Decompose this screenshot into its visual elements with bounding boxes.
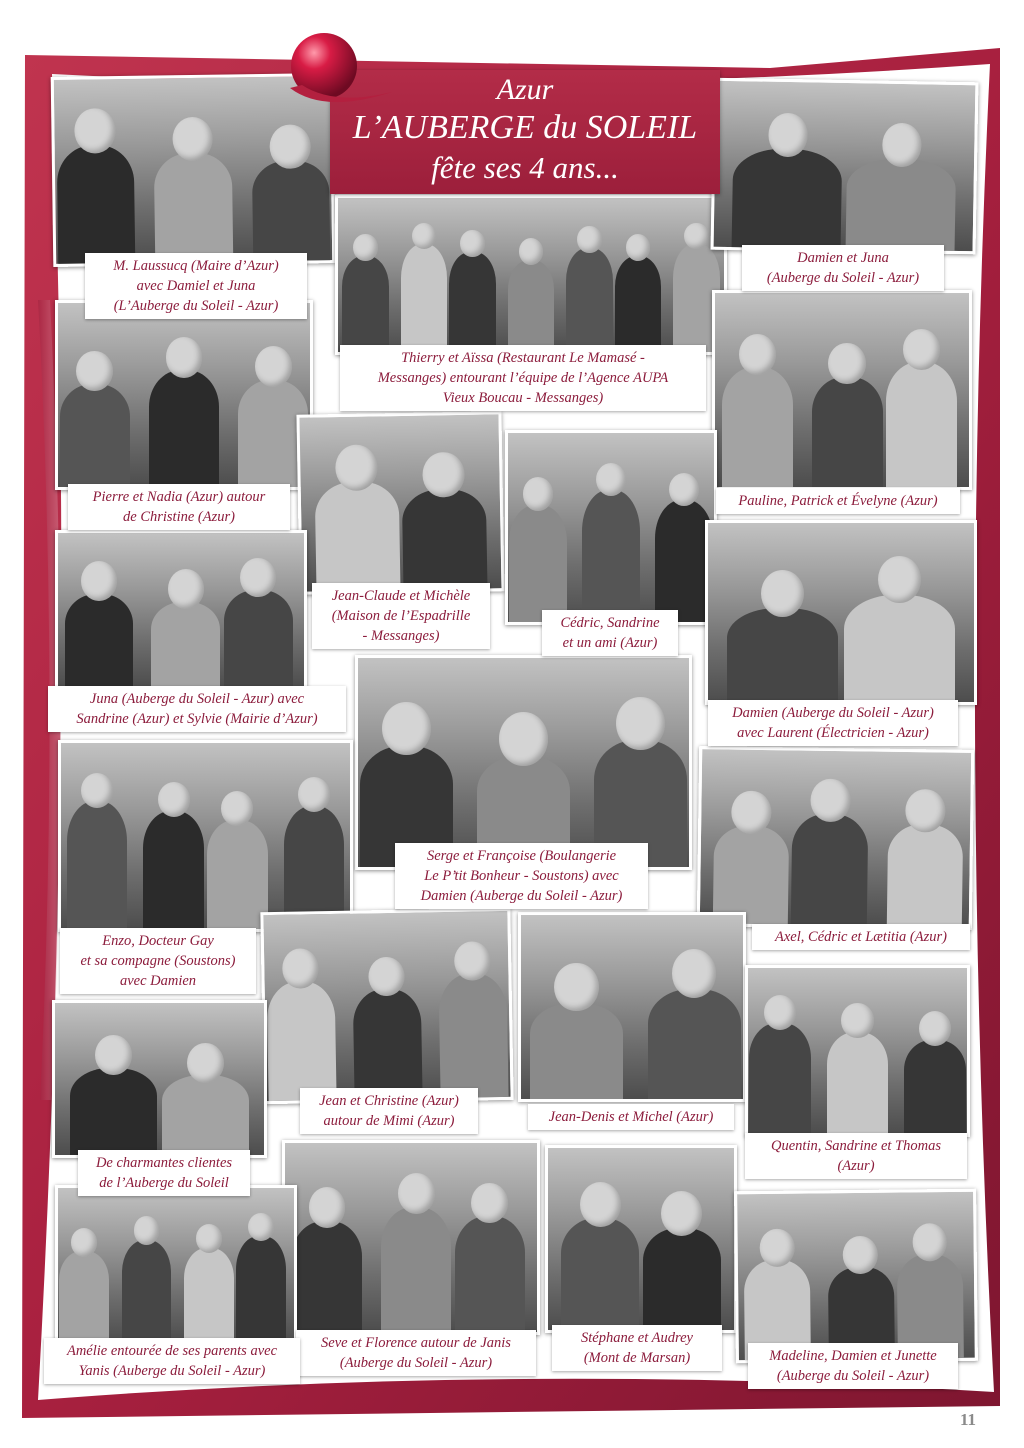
caption-line: Juna (Auberge du Soleil - Azur) avec — [89, 691, 305, 707]
caption-line: (Mont de Marsan) — [583, 1350, 691, 1366]
caption-line: Messanges) entourant l’équipe de l’Agence AUPA — [377, 370, 669, 386]
person-silhouette-body — [315, 481, 401, 594]
caption-line: Cédric, Sandrine — [560, 615, 660, 631]
person-silhouette-body — [791, 814, 868, 930]
person-silhouette-body — [184, 1248, 234, 1345]
caption-line: M. Laussucq (Maire d’Azur) — [113, 258, 279, 274]
photo-enzo-docteur-gay — [58, 740, 353, 932]
caption-line: Yanis (Auberge du Soleil - Azur) — [78, 1363, 266, 1379]
photo-caption — [745, 1133, 967, 1179]
person-silhouette-body — [402, 489, 487, 595]
person-silhouette-head — [255, 346, 292, 387]
person-silhouette-head — [878, 556, 921, 603]
caption-line: - Messanges) — [362, 628, 440, 644]
person-silhouette-body — [846, 158, 956, 254]
caption-line: (L’Auberge du Soleil - Azur) — [113, 298, 279, 314]
photo-pauline-patrick-evelyne — [712, 290, 972, 490]
caption-line: avec Damiel et Juna — [136, 278, 256, 294]
photo-caption — [60, 928, 256, 994]
person-silhouette-head — [616, 697, 665, 750]
person-silhouette-head — [460, 230, 484, 257]
person-silhouette-head — [577, 226, 601, 253]
person-silhouette-head — [187, 1043, 223, 1083]
photo-caption — [708, 700, 958, 746]
person-silhouette-head — [168, 569, 204, 609]
person-silhouette-body — [207, 820, 268, 932]
photo-caption — [48, 686, 346, 732]
person-silhouette-body — [236, 1236, 286, 1345]
title-line-anniversary: fête ses 4 ans... — [431, 150, 619, 185]
photo-caption — [542, 610, 678, 656]
person-silhouette-head — [768, 112, 809, 157]
photo-caption — [312, 583, 490, 649]
person-silhouette-body — [827, 1032, 888, 1137]
person-silhouette-body — [154, 153, 233, 267]
person-silhouette-body — [655, 500, 713, 625]
person-silhouette-head — [81, 773, 113, 808]
person-silhouette-body — [643, 1228, 721, 1333]
caption-line: Damien (Auberge du Soleil - Azur) — [420, 888, 623, 904]
caption-line: Le P’tit Bonheur - Soustons) avec — [424, 868, 619, 884]
person-silhouette-body — [530, 1003, 623, 1102]
photo-quentin-sandrine-thomas — [745, 965, 970, 1137]
person-silhouette-head — [519, 238, 543, 265]
photo-pierre-nadia-christine — [55, 300, 313, 490]
caption-line: et sa compagne (Soustons) — [80, 953, 236, 969]
person-silhouette-body — [59, 1251, 109, 1345]
person-silhouette-head — [626, 234, 650, 261]
caption-line: Stéphane et Audrey — [581, 1330, 693, 1346]
caption-line: Jean-Denis et Michel (Azur) — [548, 1109, 714, 1125]
photo-caption — [395, 843, 648, 909]
person-silhouette-head — [398, 1173, 435, 1214]
caption-line: Enzo, Docteur Gay — [102, 933, 214, 949]
person-silhouette-body — [582, 490, 640, 625]
photo-seve-florence-janis — [282, 1140, 540, 1335]
photo-serge-francoise-damien — [355, 655, 692, 870]
title-line-azur: Azur — [496, 73, 554, 106]
caption-line: (Auberge du Soleil - Azur) — [776, 1368, 930, 1384]
person-silhouette-head — [71, 1228, 97, 1257]
person-silhouette-head — [554, 963, 598, 1012]
photo-axel-cedric-laetitia — [697, 746, 974, 930]
caption-line: Pauline, Patrick et Évelyne (Azur) — [738, 493, 938, 509]
person-silhouette-head — [739, 334, 776, 375]
person-silhouette-head — [248, 1213, 274, 1242]
person-silhouette-head — [368, 956, 404, 996]
person-silhouette-body — [566, 248, 612, 355]
person-silhouette-head — [298, 777, 330, 812]
caption-line: Damien et Juna — [797, 250, 889, 266]
person-silhouette-head — [282, 949, 318, 989]
photo-charmantes-clientes — [52, 1000, 267, 1158]
person-silhouette-body — [381, 1207, 452, 1336]
caption-line: (Maison de l’Espadrille — [331, 608, 471, 624]
photo-damien-laurent — [705, 520, 977, 705]
person-silhouette-body — [904, 1040, 965, 1137]
photo-caption — [742, 245, 944, 291]
photo-jean-claude-michele — [296, 411, 504, 595]
caption-line: Thierry et Aïssa (Restaurant Le Mamasé - — [401, 350, 645, 366]
caption-line: De charmantes clientes — [95, 1155, 233, 1171]
person-silhouette-body — [732, 148, 843, 255]
photo-thierry-aissa-aupa — [335, 195, 727, 355]
caption-line: Jean-Claude et Michèle — [331, 588, 471, 604]
person-silhouette-body — [65, 594, 134, 690]
caption-line: avec Damien — [119, 973, 197, 989]
person-silhouette-head — [761, 570, 804, 617]
title-line-auberge: L’AUBERGE du SOLEIL — [352, 109, 698, 146]
photo-amelie-yanis — [55, 1185, 297, 1345]
person-silhouette-head — [158, 782, 190, 817]
caption-line: Vieux Boucau - Messanges) — [442, 390, 604, 406]
person-silhouette-body — [886, 362, 957, 490]
caption-line: Seve et Florence autour de Janis — [321, 1335, 511, 1351]
person-silhouette-body — [224, 590, 293, 690]
person-silhouette-head — [353, 234, 377, 261]
person-silhouette-body — [812, 377, 883, 490]
person-silhouette-head — [196, 1224, 222, 1253]
person-silhouette-body — [648, 989, 741, 1102]
photo-caption — [716, 488, 960, 514]
red-sphere-logo — [284, 30, 396, 114]
caption-line: (Auberge du Soleil - Azur) — [339, 1355, 493, 1371]
photo-caption — [748, 1343, 958, 1389]
person-silhouette-head — [841, 1003, 873, 1038]
person-silhouette-head — [74, 109, 115, 154]
person-silhouette-body — [67, 801, 128, 932]
caption-line: Amélie entourée de ses parents avec — [66, 1343, 278, 1359]
person-silhouette-body — [151, 602, 220, 690]
person-silhouette-body — [143, 811, 204, 932]
person-silhouette-head — [760, 1229, 795, 1267]
person-silhouette-body — [844, 595, 956, 705]
person-silhouette-head — [903, 329, 940, 370]
page-number: 11 — [960, 1410, 977, 1429]
person-silhouette-body — [449, 252, 495, 355]
person-silhouette-head — [166, 337, 203, 378]
person-silhouette-body — [70, 1068, 158, 1158]
person-silhouette-head — [382, 702, 431, 755]
person-silhouette-head — [764, 995, 796, 1030]
person-silhouette-body — [561, 1218, 639, 1333]
photo-damien-juna — [711, 78, 979, 255]
person-silhouette-head — [309, 1187, 346, 1228]
photo-caption — [78, 1150, 250, 1196]
person-silhouette-body — [455, 1216, 526, 1335]
person-silhouette-head — [672, 949, 716, 998]
person-silhouette-body — [509, 505, 567, 625]
caption-line: Madeline, Damien et Junette — [769, 1348, 937, 1364]
person-silhouette-body — [252, 160, 331, 267]
photo-caption — [552, 1325, 722, 1371]
caption-line: Serge et Françoise (Boulangerie — [426, 848, 617, 864]
photo-caption — [44, 1338, 300, 1384]
caption-line: Jean et Christine (Azur) — [319, 1093, 459, 1109]
photo-jean-christine-mimi — [260, 908, 513, 1104]
photo-stephane-audrey — [545, 1145, 737, 1333]
person-silhouette-body — [749, 1023, 810, 1137]
person-silhouette-head — [81, 561, 117, 601]
caption-line: de Christine (Azur) — [123, 509, 235, 525]
person-silhouette-body — [886, 824, 963, 930]
photo-caption — [68, 484, 290, 530]
person-silhouette-head — [669, 473, 699, 506]
caption-line: et un ami (Azur) — [562, 635, 658, 651]
person-silhouette-body — [60, 384, 131, 490]
photo-jean-denis-michel — [518, 912, 746, 1102]
person-silhouette-head — [270, 124, 311, 169]
photo-juna-sandrine-sylvie — [55, 530, 307, 690]
caption-line: autour de Mimi (Azur) — [323, 1113, 455, 1129]
person-silhouette-head — [906, 789, 946, 833]
person-silhouette-body — [342, 256, 388, 355]
photo-caption — [300, 1088, 478, 1134]
person-silhouette-body — [438, 973, 509, 1104]
caption-line: Quentin, Sandrine et Thomas — [771, 1138, 941, 1154]
caption-line: Axel, Cédric et Lætitia (Azur) — [775, 929, 947, 945]
person-silhouette-head — [580, 1182, 621, 1227]
photo-caption — [528, 1104, 734, 1130]
photo-caption — [296, 1330, 536, 1376]
caption-line: Pierre et Nadia (Azur) autour — [92, 489, 266, 505]
person-silhouette-body — [727, 608, 839, 705]
person-silhouette-body — [56, 145, 135, 267]
person-silhouette-body — [149, 370, 220, 490]
person-silhouette-head — [661, 1191, 702, 1236]
person-silhouette-body — [401, 244, 447, 355]
photo-cedric-sandrine-ami — [505, 430, 717, 625]
photo-caption — [85, 253, 307, 319]
person-silhouette-body — [162, 1075, 250, 1158]
caption-line: de l’Auberge du Soleil — [99, 1175, 229, 1191]
photo-madeline-damien-junette — [734, 1189, 978, 1364]
person-silhouette-body — [353, 988, 423, 1104]
caption-line: avec Laurent (Électricien - Azur) — [737, 725, 929, 741]
person-silhouette-head — [684, 223, 708, 250]
caption-line: Damien (Auberge du Soleil - Azur) — [732, 705, 934, 721]
caption-line: Sandrine (Azur) et Sylvie (Mairie d’Azur) — [76, 711, 318, 727]
person-silhouette-body — [508, 260, 554, 355]
person-silhouette-head — [828, 343, 865, 384]
photo-caption — [752, 924, 970, 950]
caption-line: (Azur) — [837, 1158, 875, 1174]
person-silhouette-head — [335, 444, 378, 491]
person-silhouette-body — [722, 367, 793, 490]
person-silhouette-head — [912, 1223, 947, 1261]
person-silhouette-head — [95, 1035, 131, 1075]
photo-caption — [340, 345, 706, 411]
person-silhouette-body — [122, 1240, 172, 1345]
person-silhouette-body — [615, 256, 661, 355]
caption-line: (Auberge du Soleil - Azur) — [766, 270, 920, 286]
person-silhouette-body — [266, 981, 336, 1105]
person-silhouette-body — [292, 1221, 363, 1335]
person-silhouette-head — [499, 712, 548, 765]
person-silhouette-head — [240, 558, 276, 598]
person-silhouette-head — [523, 477, 553, 510]
